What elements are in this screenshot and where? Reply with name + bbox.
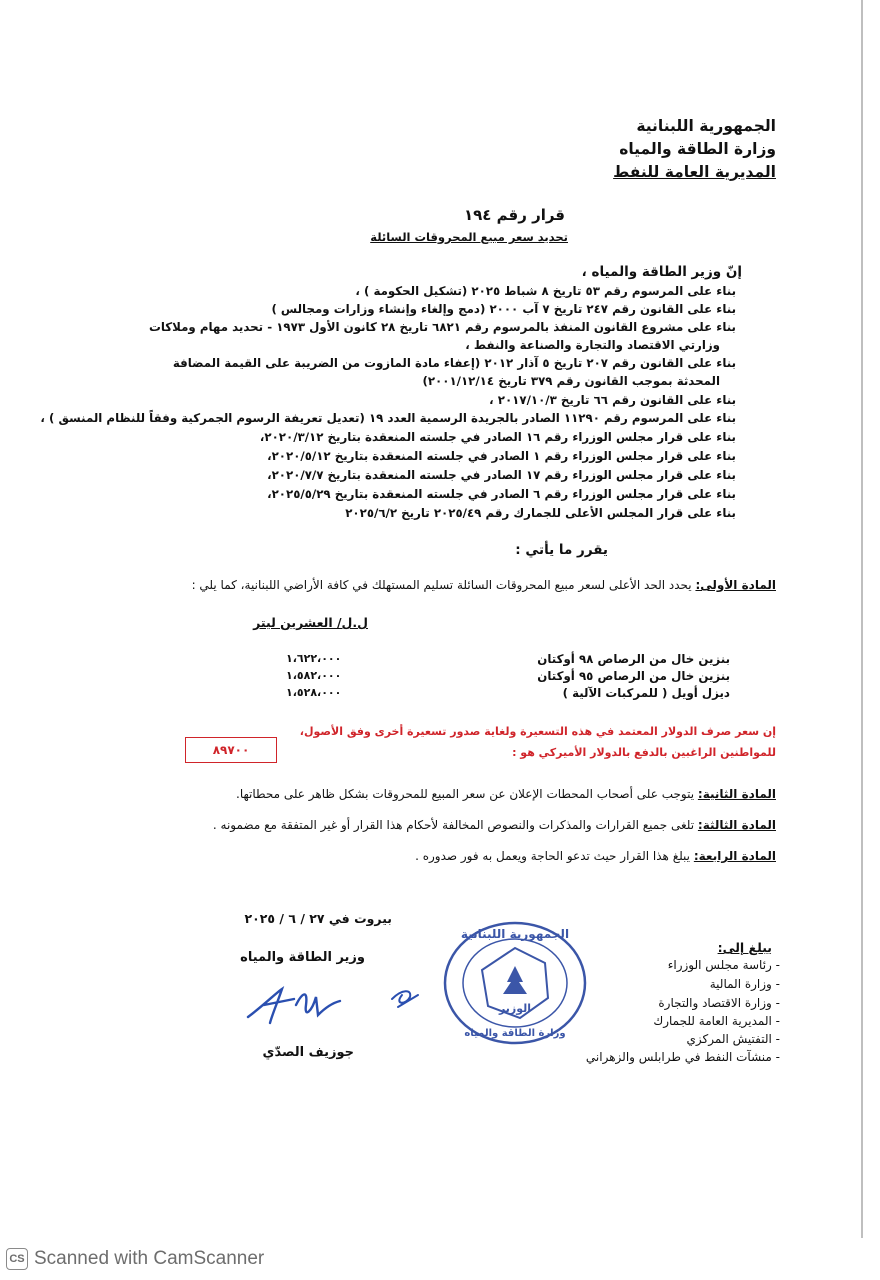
decides-label: يقرر ما يأتي : — [515, 542, 608, 558]
header-line-republic: الجمهورية اللبنانية — [636, 117, 776, 135]
preamble-line: بناء على مشروع القانون المنفذ بالمرسوم رقم ٦٨٢١ تاريخ ٢٨ كانون الأول ١٩٧٣ - تحديد مهام وملاكات — [148, 320, 736, 334]
preamble-line: بناء على القانون رقم ٦٦ تاريخ ٢٠١٧/١٠/٣ ، — [489, 393, 736, 407]
preamble-line: بناء على المرسوم رقم ٥٣ تاريخ ٨ شباط ٢٠٢٥ (تشكيل الحكومة ) ، — [355, 284, 736, 298]
fuel-item-price: ١،٥٢٨،٠٠٠ — [286, 686, 342, 699]
official-stamp — [440, 918, 590, 1048]
article-4-title: المادة الرابعة: — [693, 849, 776, 863]
article-3 — [213, 818, 776, 832]
article-1 — [192, 578, 776, 592]
distribution-item: - وزارة الاقتصاد والتجارة — [658, 996, 780, 1010]
fuel-item-price: ١،٥٨٢،٠٠٠ — [286, 669, 342, 682]
header-line-directorate: المديرية العامة للنفط — [613, 163, 776, 181]
article-2 — [236, 787, 776, 801]
stamp-top-text: الجمهورية اللبنانية — [460, 927, 570, 941]
exchange-rate-box: ٨٩٧٠٠ — [185, 737, 277, 763]
preamble-opening: إنّ وزير الطاقة والمياه ، — [581, 264, 742, 280]
article-2-title: المادة الثانية: — [697, 787, 776, 801]
preamble-line: بناء على قرار المجلس الأعلى للجمارك رقم ٢٠٢٥/٤٩ تاريخ ٢٠٢٥/٦/٢ — [345, 506, 736, 520]
page-edge — [861, 0, 863, 1238]
camscanner-text: Scanned with CamScanner — [34, 1248, 265, 1269]
preamble-line: وزارتي الاقتصاد والتجارة والصناعة والنفط ، — [465, 338, 720, 352]
article-3-title: المادة الثالثة: — [697, 818, 776, 832]
preamble-line: المحدثة بموجب القانون رقم ٣٧٩ تاريخ ٢٠٠١/١٢/١٤) — [422, 374, 720, 388]
preamble-line: بناء على قرار مجلس الوزراء رقم ٦ الصادر في جلسته المنعقدة بتاريخ ٢٠٢٥/٥/٢٩، — [267, 487, 736, 501]
distribution-item: - منشآت النفط في طرابلس والزهراني — [585, 1050, 780, 1064]
preamble-line: بناء على قرار مجلس الوزراء رقم ١ الصادر في جلسته المنعقدة بتاريخ ٢٠٢٠/٥/١٢، — [267, 449, 736, 463]
decision-subject: تحديد سعر مبيع المحروقات السائلة — [370, 230, 568, 244]
article-4 — [415, 849, 776, 863]
article-1-title: المادة الأولى: — [695, 578, 776, 592]
fuel-item-name: بنزين خال من الرصاص ٩٥ أوكتان — [537, 669, 730, 683]
fuel-item-name: بنزين خال من الرصاص ٩٨ أوكتان — [537, 652, 730, 666]
camscanner-watermark — [6, 1248, 264, 1270]
preamble-line: بناء على القانون رقم ٢٠٧ تاريخ ٥ آذار ٢٠١٢ (إعفاء مادة المازوت من الضريبة على القيمة المضافة — [172, 356, 736, 370]
exchange-rate-note: إن سعر صرف الدولار المعتمد في هذه التسعيرة ولغاية صدور تسعيرة أخرى وفق الأصول، — [299, 725, 776, 738]
signatory-title: وزير الطاقة والمياه — [240, 950, 365, 965]
article-2-text: يتوجب على أصحاب المحطات الإعلان عن سعر المبيع للمحروقات بشكل ظاهر على محطاتها. — [236, 787, 695, 801]
preamble-line: بناء على قرار مجلس الوزراء رقم ١٧ الصادر في جلسته المنعقدة بتاريخ ٢٠٢٠/٧/٧، — [267, 468, 736, 482]
preamble-line: بناء على المرسوم رقم ١١٢٩٠ الصادر بالجريدة الرسمية العدد ١٩ (تعديل تعريفة الرسوم الجمركية وفقاً للنظام المنسق ) ، — [40, 411, 736, 425]
price-unit-header: ل.ل/ العشرين ليتر — [253, 615, 368, 630]
exchange-rate-note-2: للمواطنين الراغبين بالدفع بالدولار الأميركي هو : — [512, 746, 776, 759]
distribution-item: - وزارة المالية — [709, 977, 780, 991]
place-date: بيروت في ٢٧ / ٦ / ٢٠٢٥ — [244, 911, 392, 926]
article-4-text: يبلغ هذا القرار حيث تدعو الحاجة ويعمل به فور صدوره . — [415, 849, 691, 863]
decision-number: قرار رقم ١٩٤ — [463, 206, 565, 224]
preamble-line: بناء على القانون رقم ٢٤٧ تاريخ ٧ آب ٢٠٠٠ (دمج وإلغاء وإنشاء وزارات ومجالس ) — [271, 302, 736, 316]
fuel-item-price: ١،٦٢٢،٠٠٠ — [286, 652, 342, 665]
distribution-title: يبلغ إلى: — [717, 940, 772, 955]
handwritten-signature — [242, 975, 442, 1035]
distribution-item: - المديرية العامة للجمارك — [653, 1014, 780, 1028]
signatory-name: جوزيف الصدّي — [262, 1045, 354, 1060]
fuel-item-name: ديزل أويل ( للمركبات الآلية ) — [562, 686, 730, 700]
article-1-text: يحدد الحد الأعلى لسعر مبيع المحروقات السائلة تسليم المستهلك في كافة الأراضي اللبنانية، كما يلي : — [191, 578, 692, 592]
distribution-item: - رئاسة مجلس الوزراء — [667, 958, 780, 972]
stamp-bottom-text: وزارة الطاقة والمياه — [464, 1028, 566, 1039]
stamp-mid-text: الوزير — [498, 1002, 532, 1015]
preamble-line: بناء على قرار مجلس الوزراء رقم ١٦ الصادر في جلسته المنعقدة بتاريخ ٢٠٢٠/٣/١٢، — [259, 430, 736, 444]
distribution-item: - التفتيش المركزي — [686, 1032, 780, 1046]
article-3-text: تلغى جميع القرارات والمذكرات والنصوص المخالفة لأحكام هذا القرار أو غير المتفقة مع مضمونه . — [212, 818, 695, 832]
camscanner-icon: CS — [6, 1248, 28, 1270]
header-line-ministry: وزارة الطاقة والمياه — [619, 140, 776, 158]
